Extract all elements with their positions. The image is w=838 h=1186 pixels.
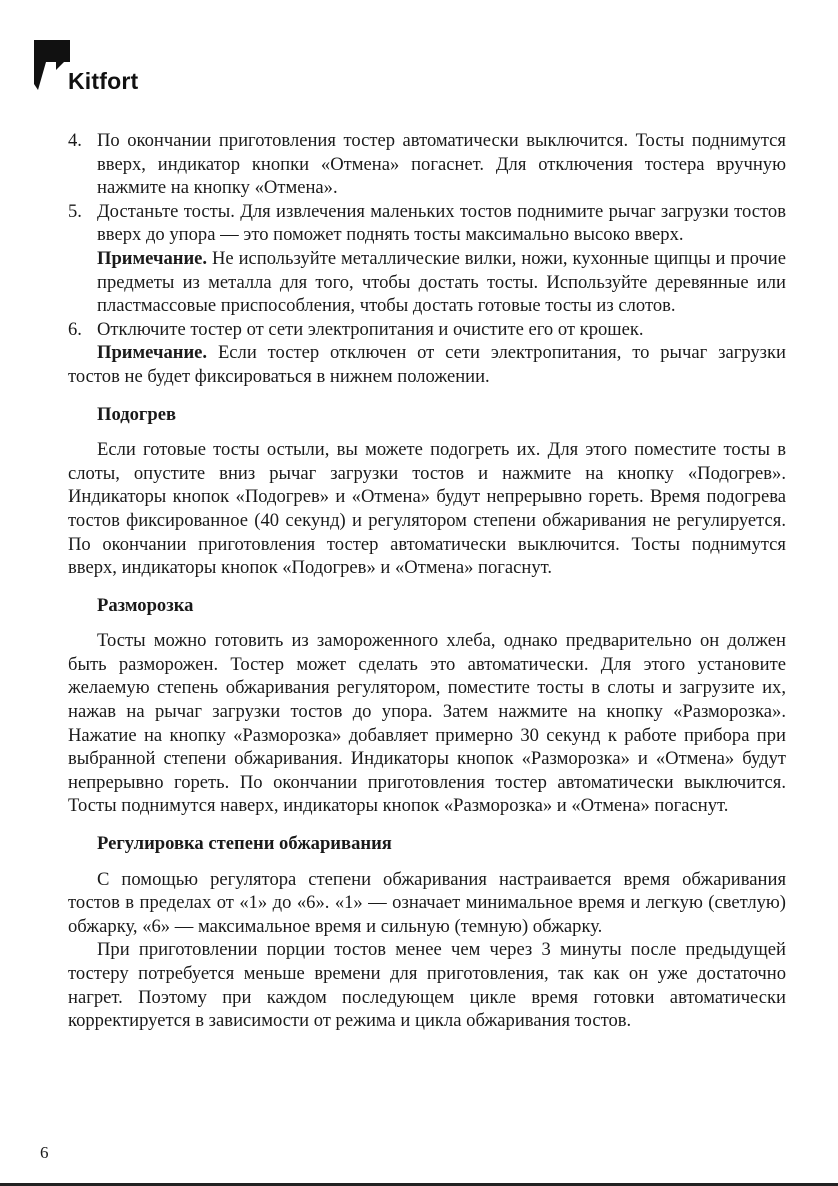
note-label: Примечание.: [97, 247, 208, 269]
step-6-note: [68, 341, 786, 388]
section-heading-reheat: Подогрев: [97, 403, 177, 425]
brand-logo: [34, 40, 234, 96]
note-text: Не используйте металлические вилки, ножи, кухонные щипцы и прочие предметы из металла для того, чтобы достать тосты. Используйте деревянные или пластмассовые приспособления, чтобы достать готовые тосты из слотов.: [97, 247, 786, 317]
section-paragraph: С помощью регулятора степени обжаривания настраивается время обжаривания тостов в пределах от «1» до «6». «1» — означает минимальное время и легкую (светлую) обжарку, «6» — максимальное время и сильную (темную) обжарку.: [68, 868, 786, 937]
step-number: 5.: [68, 200, 82, 222]
brand-name: Kitfort: [68, 68, 139, 94]
page-number: 6: [40, 1143, 49, 1162]
step-note: [97, 247, 786, 318]
note-text: Если тостер отключен от сети электропитания, то рычаг загрузки тостов не будет фиксироваться в нижнем положении.: [68, 342, 786, 387]
section-paragraph: При приготовлении порции тостов менее чем через 3 минуты после предыдущей тостеру потребуется меньше времени для приготовления, так как он уже достаточно нагрет. Поэтому при каждом последующем цикле время готовки автоматически корректируется в зависимости от режима и цикла обжаривания тостов.: [68, 939, 786, 1032]
step-number: 6.: [68, 318, 82, 340]
step-text: Отключите тостер от сети электропитания и очистите его от крошек.: [97, 318, 644, 340]
section-paragraph: Тосты можно готовить из замороженного хлеба, однако предварительно он должен быть разморожен. Тостер может сделать это автоматически. Для этого установите желаемую степень обжаривания регулятором, поместите тосты в слоты и загрузите их, нажав на рычаг загрузки тостов до упора. Затем нажмите на кнопку «Разморозка». Нажатие на кнопку «Разморозка» добавляет примерно 30 секунд к работе прибора при выбранной степени обжаривания. Индикаторы кнопок «Разморозка» и «Отмена» будут непрерывно гореть. По окончании приготовления тостер автоматически выключится. Тосты поднимутся наверх, индикаторы кнопок «Разморозка» и «Отмена» погаснут.: [68, 630, 786, 817]
step-number: 4.: [68, 130, 82, 151]
section-heading-browning: Регулировка степени обжаривания: [97, 833, 392, 855]
step-text: По окончании приготовления тостер автоматически выключится. Тосты поднимутся вверх, индикатор кнопки «Отмена» погаснет. Для отключения тостера вручную нажмите на кнопку «Отмена».: [97, 130, 786, 199]
section-heading-defrost: Разморозка: [97, 594, 194, 616]
note-label: Примечание.: [97, 342, 208, 364]
section-paragraph: Если готовые тосты остыли, вы можете подогреть их. Для этого поместите тосты в слоты, опустите вниз рычаг загрузки тостов и нажмите на кнопку «Подогрев». Индикаторы кнопок «Подогрев» и «Отмена» будут непрерывно гореть. Время подогрева тостов фиксированное (40 секунд) и регулятором степени обжаривания не регулируется. По окончании приготовления тостер автоматически выключится. Тосты поднимутся вверх, индикаторы кнопок «Подогрев» и «Отмена» погаснут.: [68, 439, 786, 579]
step-item-6: [68, 318, 786, 342]
step-item-4: [68, 129, 786, 200]
step-text: Достаньте тосты. Для извлечения маленьких тостов поднимите рычаг загрузки тостов вверх до упора — это поможет поднять тосты максимально высоко вверх.: [97, 200, 786, 246]
page-content: [68, 129, 786, 1033]
step-item-5: [68, 200, 786, 318]
